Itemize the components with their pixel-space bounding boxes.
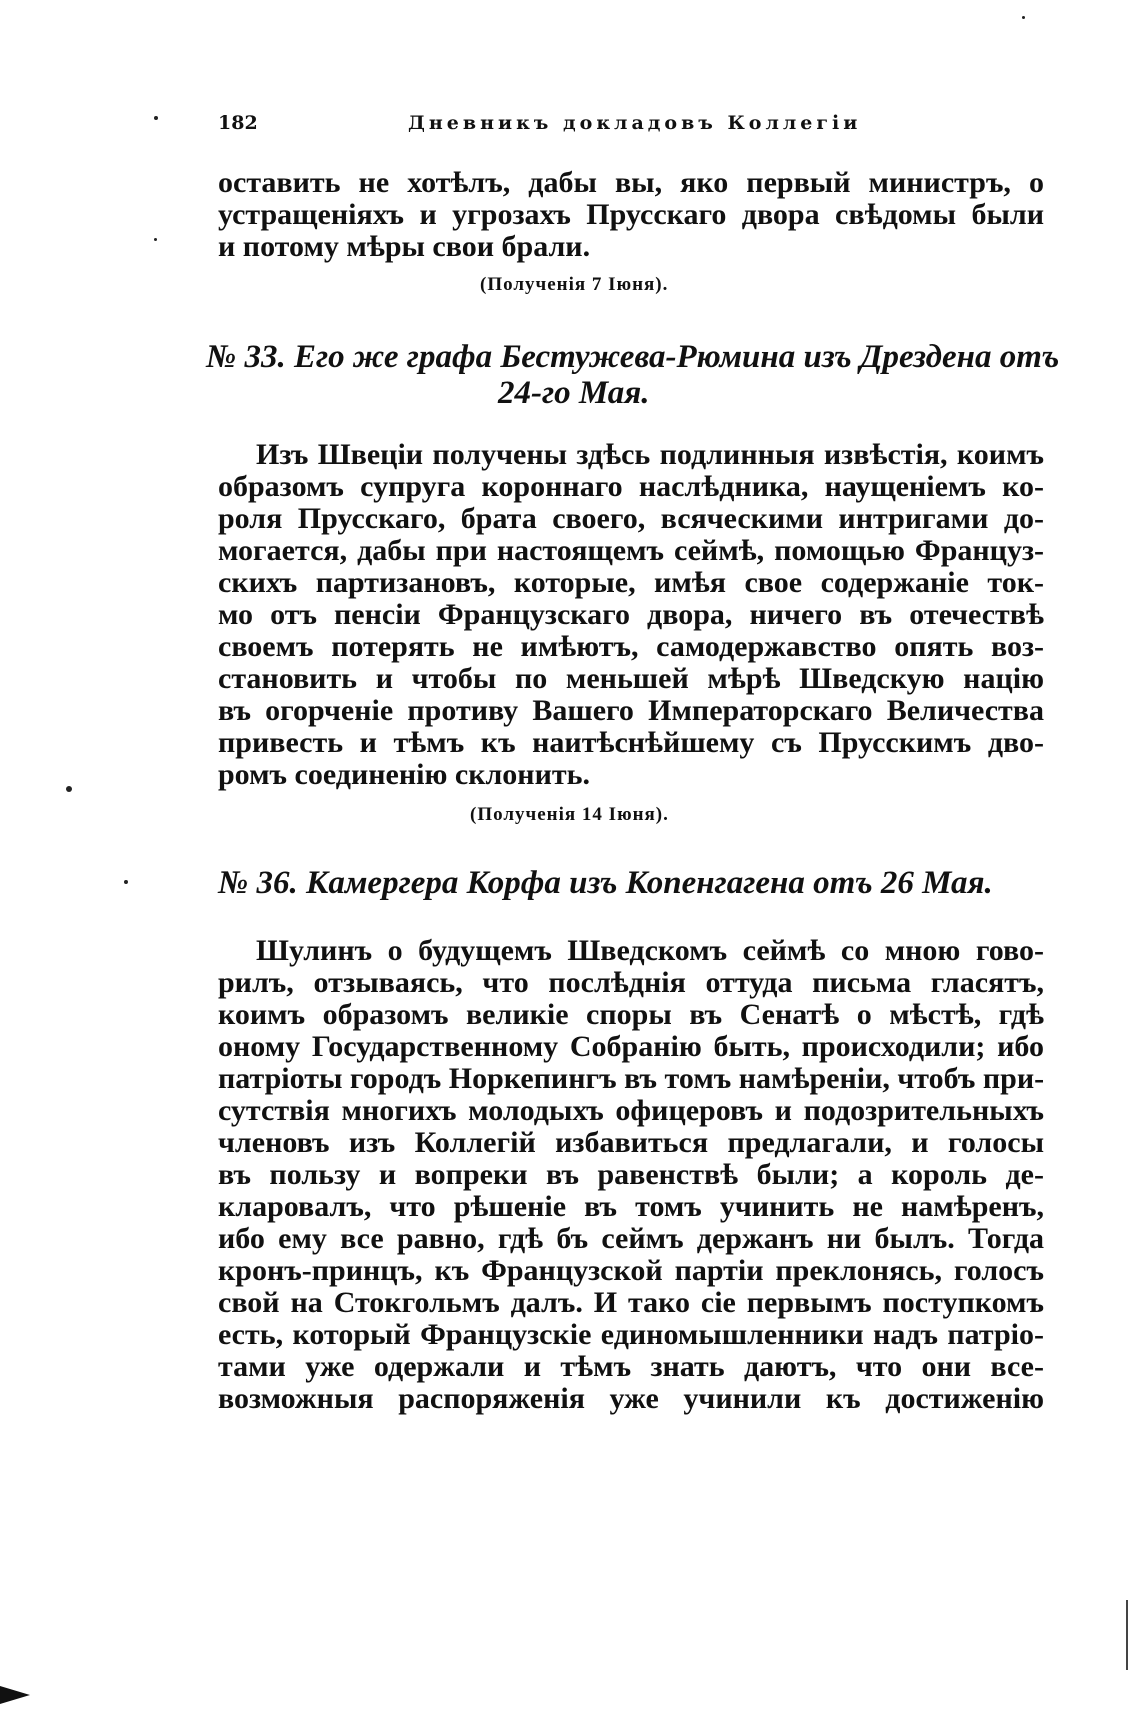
paragraph-line: кронъ-принцъ, къ Французской партіи преклонясь, голосъ — [218, 1254, 1044, 1287]
paragraph-line: оному Государственному Собранію быть, происходили; ибо — [218, 1030, 1044, 1063]
section-heading: № 33. Его же графа Бестужева-Рюмина изъ Дрездена отъ — [206, 339, 1060, 375]
scan-speck — [66, 786, 72, 792]
paragraph-line: коимъ образомъ великіе споры въ Сенатѣ о мѣстѣ, гдѣ — [218, 998, 1044, 1031]
paragraph-line: тами уже одержали и тѣмъ знать даютъ, что они все- — [218, 1350, 1044, 1383]
paragraph-line: въ пользу и вопреки въ равенствѣ были; а король де- — [218, 1158, 1044, 1191]
paragraph-line: привесть и тѣмъ къ наитѣснѣйшему съ Прусскимъ дво- — [218, 726, 1044, 759]
paragraph-line: членовъ изъ Коллегій избавиться предлагали, и голосы — [218, 1126, 1044, 1159]
corner-arrow-mark — [0, 1686, 30, 1704]
paragraph-line: ибо ему все равно, гдѣ бъ сеймъ держанъ ни былъ. Тогда — [218, 1222, 1044, 1255]
paragraph-line: становить и чтобы по меньшей мѣрѣ Шведскую націю — [218, 662, 1044, 695]
paragraph-line: устращеніяхъ и угрозахъ Прусскаго двора свѣдомы были — [218, 198, 1044, 231]
paragraph-line: своемъ потерять не имѣютъ, самодержавство опять воз- — [218, 630, 1044, 663]
paragraph-line: въ огорченіе противу Вашего Императорскаго Величества — [218, 694, 1044, 727]
paragraph-line: и потому мѣры свои брали. — [218, 230, 591, 263]
paragraph-line: есть, который Французскіе единомышленники надъ патріо- — [218, 1318, 1044, 1351]
paragraph-line: роля Прусскаго, брата своего, всяческими интригами до- — [218, 502, 1044, 535]
received-date: (Полученія 14 Іюня). — [470, 804, 669, 825]
scan-speck — [154, 116, 158, 120]
scan-speck — [154, 238, 157, 241]
paragraph-line: свой на Стокгольмъ далъ. И тако сіе первымъ поступкомъ — [218, 1286, 1044, 1319]
paragraph-line: мо отъ пенсіи Французскаго двора, ничего въ отечествѣ — [218, 598, 1044, 631]
section-heading-continuation: 24-го Мая. — [498, 375, 650, 411]
paragraph-line: сутствія многихъ молодыхъ офицеровъ и подозрительныхъ — [218, 1094, 1044, 1127]
paragraph-line: образомъ супруга короннаго наслѣдника, наущеніемъ ко- — [218, 470, 1044, 503]
paragraph-line: Изъ Швеціи получены здѣсь подлинныя извѣстія, коимъ — [256, 438, 1044, 471]
paragraph-line: патріоты городъ Норкепингъ въ томъ намѣреніи, чтобъ при- — [218, 1062, 1045, 1095]
received-date: (Полученія 7 Іюня). — [480, 274, 669, 295]
section-heading: № 36. Камергера Корфа изъ Копенгагена отъ 26 Мая. — [218, 865, 993, 901]
scan-speck — [124, 880, 128, 884]
page-edge-line — [1126, 1600, 1128, 1670]
paragraph-line: рилъ, отзываясь, что послѣднія оттуда письма гласятъ, — [218, 966, 1044, 999]
scan-speck — [1022, 16, 1025, 19]
paragraph-line: Шулинъ о будущемъ Шведскомъ сеймѣ со мною гово- — [256, 934, 1044, 967]
paragraph-line: скихъ партизановъ, которые, имѣя свое содержаніе ток- — [218, 566, 1044, 599]
page-number: 182 — [218, 112, 258, 134]
paragraph-line: могается, дабы при настоящемъ сеймѣ, помощью Француз- — [218, 534, 1044, 567]
paragraph-line: возможныя распоряженія уже учинили къ достиженію — [218, 1382, 1044, 1415]
paragraph-line: оставить не хотѣлъ, дабы вы, яко первый министръ, о — [218, 166, 1044, 199]
page-header — [218, 112, 898, 144]
paragraph-line: кларовалъ, что рѣшеніе въ томъ учинить не намѣренъ, — [218, 1190, 1044, 1223]
running-title: Дневникъ докладовъ Коллегіи — [408, 112, 862, 134]
paragraph-line: ромъ соединенію склонить. — [218, 758, 590, 791]
